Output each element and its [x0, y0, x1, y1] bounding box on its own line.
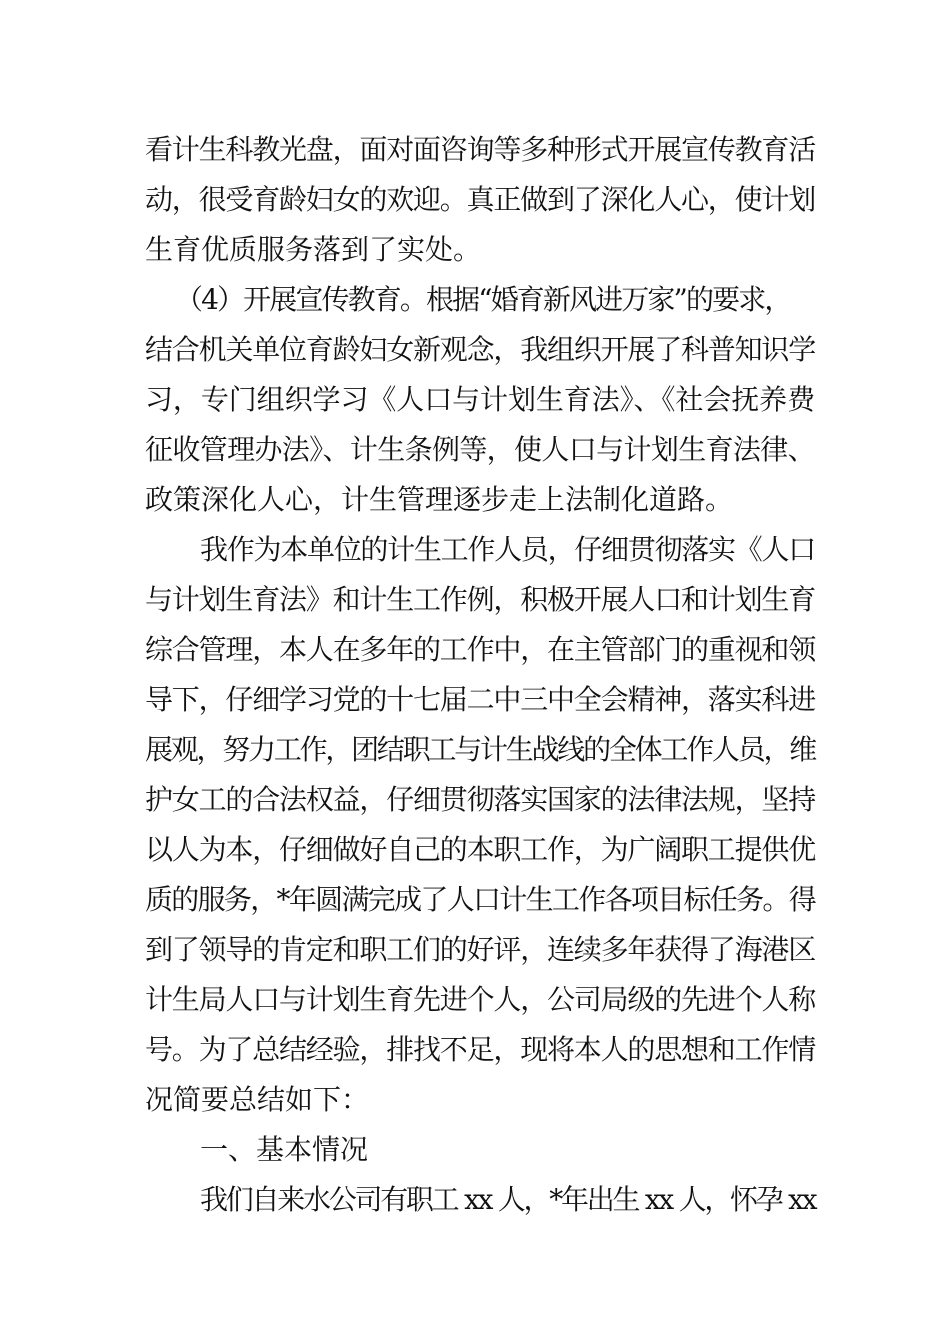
text-line: 结合机关单位育龄妇女新观念，我组织开展了科普知识学	[145, 333, 816, 366]
text-line: 综合管理，本人在多年的工作中，在主管部门的重视和领	[145, 633, 816, 666]
text-line: 动，很受育龄妇女的欢迎。真正做到了深化人心，使计划	[145, 183, 816, 216]
text-line: 号。为了总结经验，排找不足，现将本人的思想和工作情	[145, 1033, 816, 1066]
text-line: 我作为本单位的计生工作人员，仔细贯彻落实《人口	[200, 533, 816, 566]
text-line: 以人为本，仔细做好自己的本职工作，为广阔职工提供优	[145, 833, 816, 866]
text-line: 看计生科教光盘，面对面咨询等多种形式开展宣传教育活	[145, 133, 816, 166]
text-line: 质的服务，*年圆满完成了人口计生工作各项目标任务。得	[145, 883, 816, 916]
text-line: 我们自来水公司有职工 xx 人，*年出生 xx 人，怀孕 xx	[200, 1183, 816, 1216]
section-heading: 一、基本情况	[200, 1133, 369, 1166]
text-line: 生育优质服务落到了实处。	[145, 233, 482, 266]
text-line: 计生局人口与计划生育先进个人，公司局级的先进个人称	[145, 983, 816, 1016]
text-line: 征收管理办法》、计生条例等，使人口与计划生育法律、	[145, 433, 816, 466]
text-line: 到了领导的肯定和职工们的好评，连续多年获得了海港区	[145, 933, 816, 966]
text-line: 与计划生育法》和计生工作例，积极开展人口和计划生育	[145, 583, 816, 616]
text-line: 展观，努力工作，团结职工与计生战线的全体工作人员，维	[145, 733, 816, 766]
text-line: 护女工的合法权益，仔细贯彻落实国家的法律法规，坚持	[145, 783, 816, 816]
text-line: 政策深化人心，计生管理逐步走上法制化道路。	[145, 483, 734, 516]
text-line: 导下，仔细学习党的十七届二中三中全会精神，落实科进	[145, 683, 816, 716]
text-line: 况简要总结如下：	[145, 1083, 370, 1116]
text-line: （4）开展宣传教育。根据“婚育新风进万家”的要求，	[175, 283, 791, 316]
text-line: 习，专门组织学习《人口与计划生育法》、《社会抚养费	[145, 383, 816, 416]
